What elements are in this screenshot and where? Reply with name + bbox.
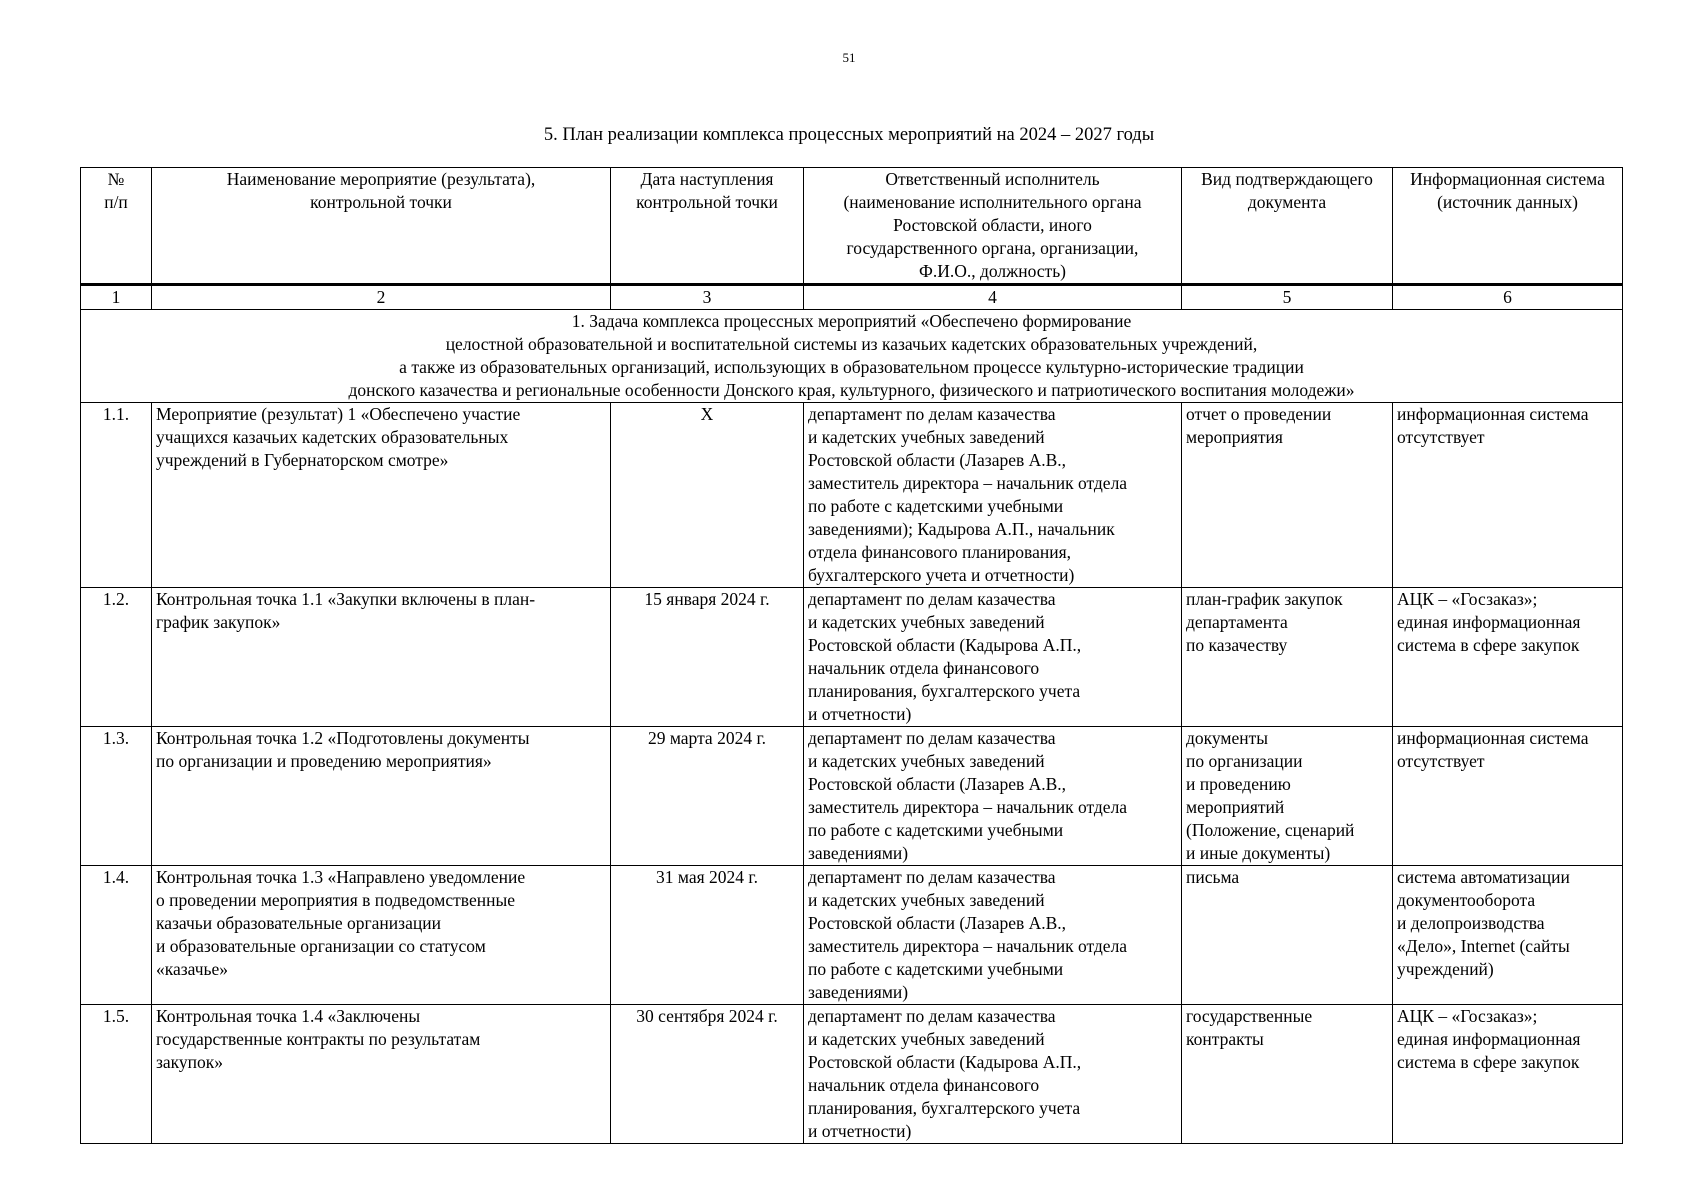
cell-text-line: департамент по делам казачества	[808, 1006, 1056, 1026]
information-system	[1393, 403, 1623, 588]
header-name	[152, 168, 611, 285]
cell-text-line: график закупок»	[156, 612, 281, 632]
cell-text-line: система в сфере закупок	[1397, 635, 1580, 655]
cell-text-line: учреждений)	[1397, 959, 1494, 979]
cell-text-line: и кадетских учебных заведений	[808, 427, 1045, 447]
information-system	[1393, 727, 1623, 866]
cell-text-line: документы	[1186, 728, 1269, 748]
column-number: 1	[81, 285, 152, 310]
cell-text-line: система в сфере закупок	[1397, 1052, 1580, 1072]
cell-text-line: по работе с кадетскими учебными	[808, 496, 1064, 516]
control-date: 30 сентября 2024 г.	[611, 1005, 804, 1144]
cell-text-line: Информационная система	[1410, 169, 1605, 189]
column-number: 6	[1393, 285, 1623, 310]
responsible-executor	[804, 588, 1182, 727]
plan-table	[80, 167, 1623, 1144]
cell-text-line: документооборота	[1397, 890, 1536, 910]
cell-text-line: отчет о проведении	[1186, 404, 1332, 424]
event-name	[152, 866, 611, 1005]
cell-text-line: АЦК – «Госзаказ»;	[1397, 1006, 1538, 1026]
cell-text-line: Ф.И.О., должность)	[919, 261, 1066, 281]
event-name	[152, 403, 611, 588]
cell-text-line: Вид подтверждающего	[1201, 169, 1373, 189]
cell-text-line: а также из образовательных организаций, использующих в образовательном процессе культурно-исторические традиции	[399, 357, 1304, 377]
cell-text-line: департамент по делам казачества	[808, 589, 1056, 609]
cell-text-line: отдела финансового планирования,	[808, 542, 1072, 562]
table-row	[81, 866, 1623, 1005]
cell-text-line: контрольной точки	[310, 192, 452, 212]
cell-text-line: начальник отдела финансового	[808, 1075, 1040, 1095]
cell-text-line: заведениями)	[808, 843, 909, 863]
cell-text-line: отсутствует	[1397, 427, 1485, 447]
cell-text-line: Дата наступления	[640, 169, 774, 189]
cell-text-line: Контрольная точка 1.2 «Подготовлены документы	[156, 728, 530, 748]
task-cell	[81, 310, 1623, 403]
cell-text-line: заместитель директора – начальник отдела	[808, 797, 1128, 817]
cell-text-line: государственные	[1186, 1006, 1313, 1026]
row-number: 1.5.	[81, 1005, 152, 1144]
cell-text-line: и проведению	[1186, 774, 1291, 794]
cell-text-line: учреждений в Губернаторском смотре»	[156, 450, 449, 470]
information-system	[1393, 866, 1623, 1005]
control-date: 31 мая 2024 г.	[611, 866, 804, 1005]
cell-text-line: (наименование исполнительного органа	[843, 192, 1142, 212]
confirming-document	[1182, 403, 1393, 588]
cell-text-line: документа	[1247, 192, 1327, 212]
column-number: 4	[804, 285, 1182, 310]
responsible-executor	[804, 403, 1182, 588]
table-row	[81, 727, 1623, 866]
cell-text-line: по организации и проведению мероприятия»	[156, 751, 492, 771]
column-number: 5	[1182, 285, 1393, 310]
confirming-document	[1182, 727, 1393, 866]
cell-text-line: начальник отдела финансового	[808, 658, 1040, 678]
cell-text-line: учащихся казачьих кадетских образовательных	[156, 427, 509, 447]
cell-text-line: департамент по делам казачества	[808, 728, 1056, 748]
cell-text-line: заведениями)	[808, 982, 909, 1002]
cell-text-line: план-график закупок	[1186, 589, 1343, 609]
cell-text-line: казачьи образовательные организации	[156, 913, 441, 933]
event-name	[152, 1005, 611, 1144]
page-number: 51	[842, 50, 856, 65]
cell-text-line: Наименование мероприятие (результата),	[226, 169, 536, 189]
cell-text-line: и иные документы)	[1186, 843, 1331, 863]
information-system	[1393, 1005, 1623, 1144]
cell-text-line: бухгалтерского учета и отчетности)	[808, 565, 1075, 585]
cell-text-line: Контрольная точка 1.1 «Закупки включены в план-	[156, 589, 536, 609]
cell-text-line: Ростовской области (Лазарев А.В.,	[808, 913, 1067, 933]
row-number: 1.1.	[81, 403, 152, 588]
cell-text-line: по работе с кадетскими учебными	[808, 820, 1064, 840]
cell-text-line: контракты	[1186, 1029, 1264, 1049]
event-name	[152, 727, 611, 866]
document-title: 5. План реализации комплекса процессных мероприятий на 2024 – 2027 годы	[543, 125, 1155, 145]
responsible-executor	[804, 866, 1182, 1005]
table-row	[81, 1005, 1623, 1144]
cell-text-line: система автоматизации	[1397, 867, 1570, 887]
cell-text-line: Ростовской области (Кадырова А.П.,	[808, 635, 1082, 655]
cell-text-line: Ростовской области (Кадырова А.П.,	[808, 1052, 1082, 1072]
cell-text-line: Ростовской области, иного	[893, 215, 1092, 235]
cell-text-line: «Дело», Internet (сайты	[1397, 936, 1570, 956]
control-date: 29 марта 2024 г.	[611, 727, 804, 866]
cell-text-line: по работе с кадетскими учебными	[808, 959, 1064, 979]
confirming-document	[1182, 588, 1393, 727]
column-number: 2	[152, 285, 611, 310]
cell-text-line: и кадетских учебных заведений	[808, 612, 1045, 632]
cell-text-line: государственные контракты по результатам	[156, 1029, 481, 1049]
control-date: X	[611, 403, 804, 588]
cell-text-line: единая информационная	[1397, 1029, 1581, 1049]
cell-text-line: контрольной точки	[636, 192, 778, 212]
control-date: 15 января 2024 г.	[611, 588, 804, 727]
table-body	[81, 285, 1623, 1144]
cell-text-line: Ростовской области (Лазарев А.В.,	[808, 450, 1067, 470]
cell-text-line: единая информационная	[1397, 612, 1581, 632]
row-number: 1.2.	[81, 588, 152, 727]
cell-text-line: «казачье»	[156, 959, 229, 979]
cell-text-line: департамента	[1186, 612, 1288, 632]
cell-text-line: 1. Задача комплекса процессных мероприятий «Обеспечено формирование	[571, 311, 1132, 331]
cell-text-line: планирования, бухгалтерского учета	[808, 1098, 1081, 1118]
cell-text-line: департамент по делам казачества	[808, 404, 1056, 424]
cell-text-line: планирования, бухгалтерского учета	[808, 681, 1081, 701]
responsible-executor	[804, 727, 1182, 866]
cell-text-line: донского казачества и региональные особенности Донского края, культурного, физического и патриотического воспитания молодежи»	[348, 380, 1355, 400]
cell-text-line: заместитель директора – начальник отдела	[808, 473, 1128, 493]
cell-text-line: по организации	[1186, 751, 1303, 771]
cell-text-line: письма	[1186, 867, 1240, 887]
cell-text-line: и образовательные организации со статусом	[156, 936, 486, 956]
cell-text-line: государственного органа, организации,	[846, 238, 1139, 258]
cell-text-line: №	[107, 169, 125, 189]
confirming-document	[1182, 1005, 1393, 1144]
cell-text-line: и кадетских учебных заведений	[808, 890, 1045, 910]
column-number: 3	[611, 285, 804, 310]
cell-text-line: и кадетских учебных заведений	[808, 751, 1045, 771]
cell-text-line: отсутствует	[1397, 751, 1485, 771]
cell-text-line: Ростовской области (Лазарев А.В.,	[808, 774, 1067, 794]
header-date	[611, 168, 804, 285]
cell-text-line: по казачеству	[1186, 635, 1288, 655]
cell-text-line: департамент по делам казачества	[808, 867, 1056, 887]
row-number: 1.3.	[81, 727, 152, 866]
cell-text-line: заведениями); Кадырова А.П., начальник	[808, 519, 1115, 539]
cell-text-line: заместитель директора – начальник отдела	[808, 936, 1128, 956]
cell-text-line: Контрольная точка 1.4 «Заключены	[156, 1006, 421, 1026]
table-row	[81, 403, 1623, 588]
cell-text-line: и делопроизводства	[1397, 913, 1545, 933]
cell-text-line: п/п	[104, 192, 128, 212]
header-system	[1393, 168, 1623, 285]
header-number	[81, 168, 152, 285]
table-row	[81, 588, 1623, 727]
information-system	[1393, 588, 1623, 727]
cell-text-line: Мероприятие (результат) 1 «Обеспечено участие	[156, 404, 521, 424]
cell-text-line: информационная система	[1397, 728, 1589, 748]
header-row	[81, 168, 1623, 285]
task-row	[81, 310, 1623, 403]
cell-text-line: (источник данных)	[1437, 192, 1578, 212]
cell-text-line: информационная система	[1397, 404, 1589, 424]
cell-text-line: Контрольная точка 1.3 «Направлено уведомление	[156, 867, 526, 887]
cell-text-line: Ответственный исполнитель	[885, 169, 1100, 189]
event-name	[152, 588, 611, 727]
cell-text-line: целостной образовательной и воспитательной системы из казачьих кадетских образовательных учреждений,	[445, 334, 1258, 354]
cell-text-line: мероприятия	[1186, 427, 1283, 447]
cell-text-line: (Положение, сценарий	[1186, 820, 1355, 840]
row-number: 1.4.	[81, 866, 152, 1005]
cell-text-line: и отчетности)	[808, 1121, 912, 1141]
cell-text-line: о проведении мероприятия в подведомственные	[156, 890, 515, 910]
column-numbers-row	[81, 285, 1623, 310]
cell-text-line: мероприятий	[1186, 797, 1285, 817]
cell-text-line: и кадетских учебных заведений	[808, 1029, 1045, 1049]
cell-text-line: и отчетности)	[808, 704, 912, 724]
cell-text-line: закупок»	[156, 1052, 224, 1072]
header-responsible	[804, 168, 1182, 285]
confirming-document	[1182, 866, 1393, 1005]
header-document	[1182, 168, 1393, 285]
cell-text-line: АЦК – «Госзаказ»;	[1397, 589, 1538, 609]
responsible-executor	[804, 1005, 1182, 1144]
